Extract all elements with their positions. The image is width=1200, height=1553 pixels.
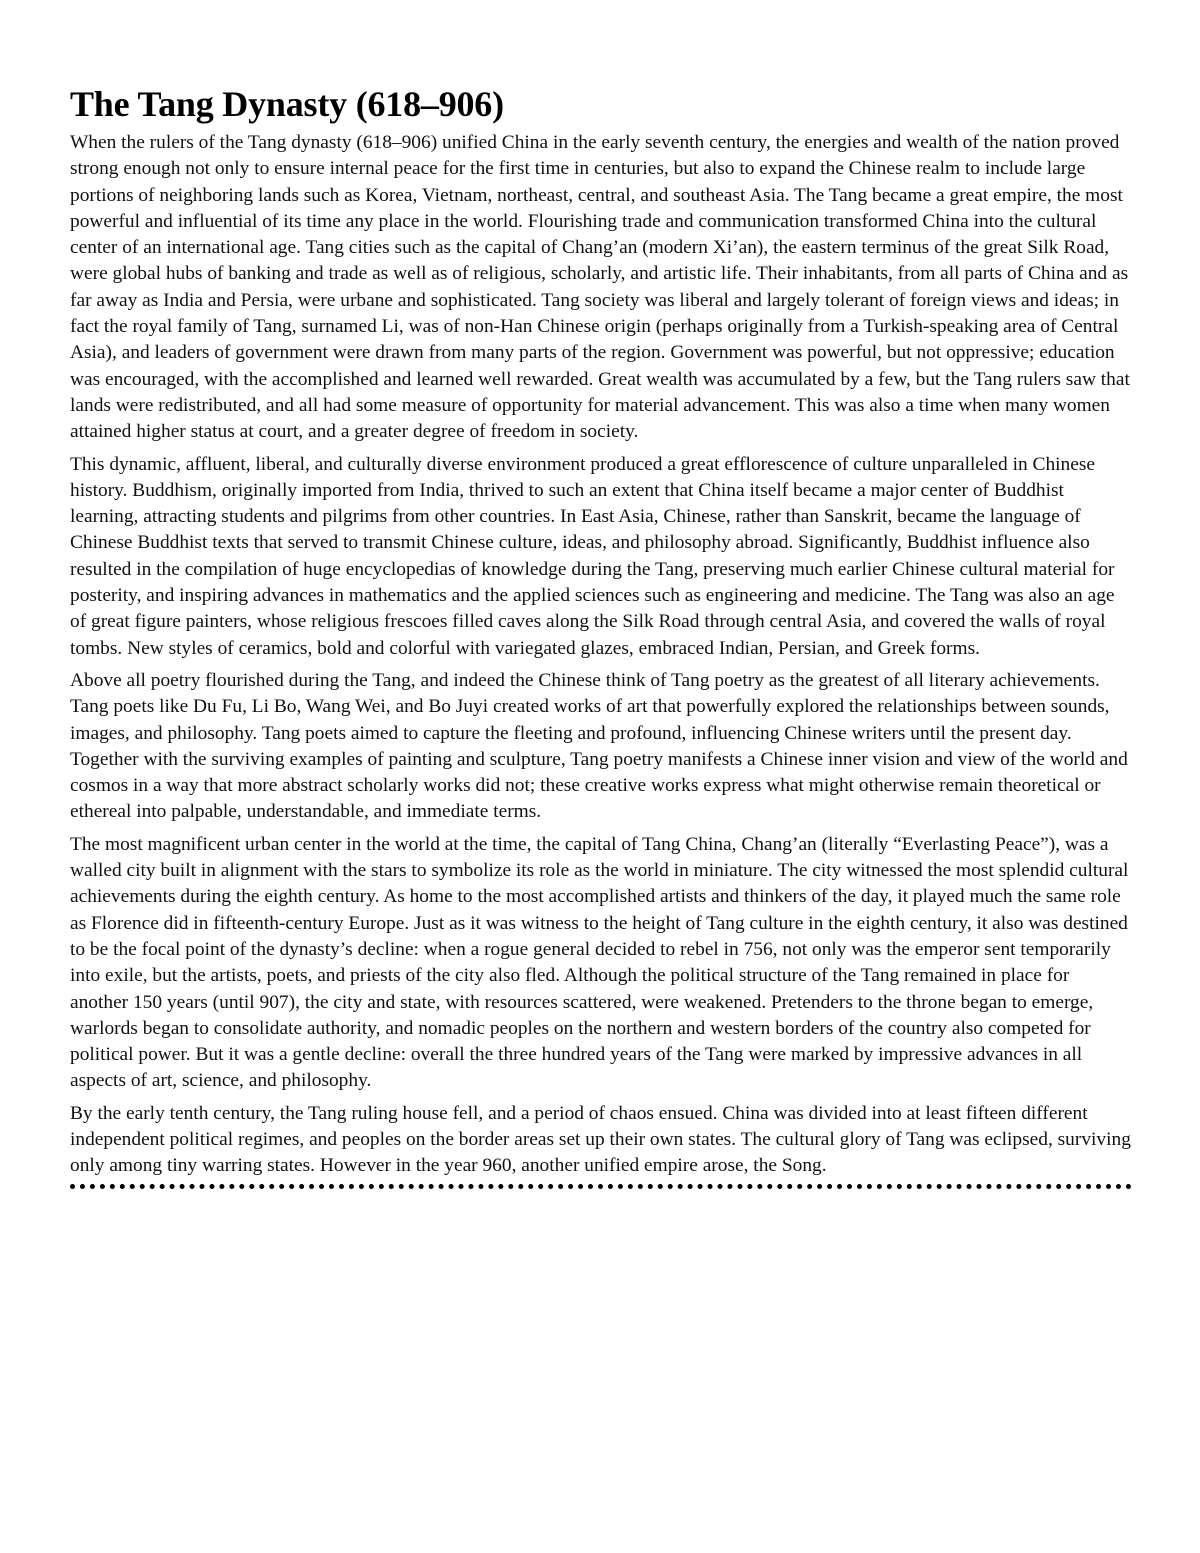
document-title: The Tang Dynasty (618–906) <box>70 84 504 124</box>
paragraph-3: Above all poetry flourished during the Tang, and indeed the Chinese think of Tang poetry as the greatest of all literary achievements. Tang poets like Du Fu, Li Bo, Wang Wei, and Bo Juyi created works of art that powerfully explored the relationships between sounds, images, and philosophy. Tang poets aimed to capture the fleeting and profound, influencing Chinese writers until the present day. Together with the surviving examples of painting and sculpture, Tang poetry manifests a Chinese inner vision and view of the world and cosmos in a way that more abstract scholarly works did not; these creative works express what might otherwise remain theoretical or ethereal into palpable, understandable, and immediate terms. <box>70 669 1128 823</box>
paragraph-4: The most magnificent urban center in the world at the time, the capital of Tang China, Chang’an (literally “Everlasting Peace”), was a walled city built in alignment with the stars to symbolize its role as the world in miniature. The city witnessed the most splendid cultural achievements during the eighth century. As home to the most accomplished artists and thinkers of the day, it played much the same role as Florence did in fifteenth-century Europe. Just as it was witness to the height of Tang culture in the eighth century, it also was destined to be the focal point of the dynasty’s decline: when a rogue general decided to rebel in 756, not only was the emperor sent temporarily into exile, but the artists, poets, and priests of the city also fled. Although the political structure of the Tang remained in place for another 150 years (until 907), the city and state, with resources scattered, were weakened. Pretenders to the throne began to emerge, warlords began to consolidate authority, and nomadic peoples on the northern and western borders of the country also competed for political power. But it was a gentle decline: overall the three hundred years of the Tang were marked by impressive advances in all aspects of art, science, and philosophy. <box>70 833 1129 1092</box>
paragraph-5: By the early tenth century, the Tang ruling house fell, and a period of chaos ensued. China was divided into at least fifteen different independent political regimes, and peoples on the border areas set up their own states. The cultural glory of Tang was eclipsed, surviving only among tiny warring states. However in the year 960, another unified empire arose, the Song. <box>70 1101 1132 1189</box>
paragraph-2: This dynamic, affluent, liberal, and culturally diverse environment produced a great efflorescence of culture unparalleled in Chinese history. Buddhism, originally imported from India, thrived to such an extent that China itself became a major center of Buddhist learning, attracting students and pilgrims from other countries. In East Asia, Chinese, rather than Sanskrit, became the language of Chinese Buddhist texts that served to transmit Chinese culture, ideas, and philosophy abroad. Significantly, Buddhist influence also resulted in the compilation of huge encyclopedias of knowledge during the Tang, preserving much earlier Chinese cultural material for posterity, and inspiring advances in mathematics and the applied sciences such as engineering and medicine. The Tang was also an age of great figure painters, whose religious frescoes filled caves along the Silk Road through central Asia, and covered the walls of royal tombs. New styles of ceramics, bold and colorful with variegated glazes, embraced Indian, Persian, and Greek forms. <box>70 453 1115 659</box>
paragraph-1: When the rulers of the Tang dynasty (618–906) unified China in the early seventh century, the energies and wealth of the nation proved strong enough not only to ensure internal peace for the first time in centuries, but also to expand the Chinese realm to include large portions of neighboring lands such as Korea, Vietnam, northeast, central, and southeast Asia. The Tang became a great empire, the most powerful and influential of its time any place in the world. Flourishing trade and communication transformed China into the cultural center of an international age. Tang cities such as the capital of Chang’an (modern Xi’an), the eastern terminus of the great Silk Road, were global hubs of banking and trade as well as of religious, scholarly, and artistic life. Their inhabitants, from all parts of China and as far away as India and Persia, were urbane and sophisticated. Tang society was liberal and largely tolerant of foreign views and ideas; in fact the royal family of Tang, surnamed Li, was of non-Han Chinese origin (perhaps originally from a Turkish-speaking area of Central Asia), and leaders of government were drawn from many parts of the region. Government was powerful, but not oppressive; education was encouraged, with the accomplished and learned well rewarded. Great wealth was accumulated by a few, but the Tang rulers saw that lands were redistributed, and all had some measure of opportunity for material advancement. This was also a time when many women attained higher status at court, and a greater degree of freedom in society. <box>70 132 1130 443</box>
document-page <box>70 82 1132 1189</box>
